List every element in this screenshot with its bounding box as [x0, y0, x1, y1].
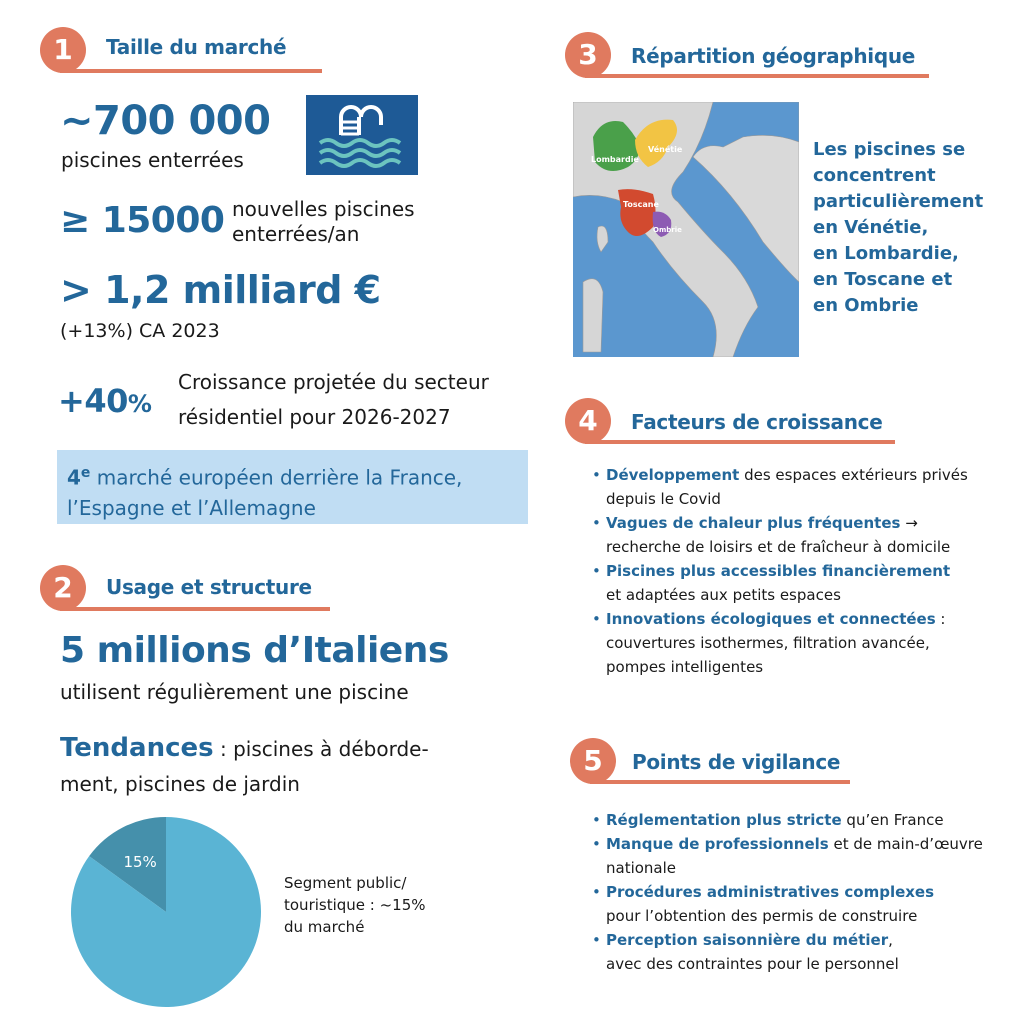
list-item-continuation: avec des contraintes pour le personnel — [606, 955, 899, 973]
pie-caption-2: touristique : ~15% — [284, 896, 426, 914]
section-number: 4 — [565, 398, 611, 444]
geo-text-line: particulièrement — [813, 191, 984, 212]
rank-number: 4 — [67, 465, 81, 490]
region-toscane — [618, 189, 656, 236]
geo-text-line: en Lombardie, — [813, 243, 959, 264]
list-item — [592, 559, 992, 607]
section-underline — [585, 440, 895, 444]
geo-text-line: en Toscane et — [813, 269, 953, 290]
list-item-continuation: pompes intelligentes — [606, 658, 764, 676]
list-item-highlight: Innovations écologiques et connectées — [606, 610, 936, 628]
growth-value — [58, 382, 151, 420]
list-item-continuation: pour l’obtention des permis de construire — [606, 907, 918, 925]
list-item-continuation: recherche de loisirs et de fraîcheur à domicile — [606, 538, 951, 556]
users-value: 5 millions d’Italiens — [60, 630, 449, 671]
rank-highlight-box — [57, 450, 528, 524]
growth-number: +40 — [58, 382, 128, 420]
label-venetie: Vénétie — [648, 145, 683, 154]
list-item — [592, 808, 992, 832]
section-underline — [60, 69, 322, 73]
section-number: 1 — [40, 27, 86, 73]
section-title: Points de vigilance — [632, 750, 841, 774]
revenue-label: (+13%) CA 2023 — [60, 320, 220, 342]
section-underline — [590, 780, 850, 784]
list-item-text: des espaces extérieurs privés — [739, 466, 968, 484]
list-item — [592, 880, 992, 928]
list-item-continuation: et adaptées aux petits espaces — [606, 586, 841, 604]
users-label: utilisent régulièrement une piscine — [60, 680, 409, 704]
geo-text-line: Les piscines se — [813, 139, 966, 160]
swimming-pool-icon — [306, 95, 418, 175]
trends-text-2: ment, piscines de jardin — [60, 772, 300, 796]
rank-line-1 — [67, 458, 518, 493]
list-item-continuation: couvertures isothermes, filtration avancée, — [606, 634, 930, 652]
market-pie-chart — [70, 816, 262, 1008]
list-item-highlight: Procédures administratives complexes — [606, 883, 935, 901]
growth-label-1: Croissance projetée du secteur — [178, 370, 489, 394]
trends-label: Tendances — [60, 733, 214, 763]
rank-superscript: e — [80, 465, 91, 481]
label-ombrie: Ombrie — [653, 226, 682, 234]
list-item-highlight: Perception saisonnière du métier — [606, 931, 889, 949]
growth-factors-list — [592, 463, 992, 679]
list-item — [592, 832, 992, 880]
pie-caption — [284, 872, 426, 938]
pie-caption-3: du marché — [284, 918, 365, 936]
vigilance-list — [592, 808, 992, 976]
revenue-value: > 1,2 milliard € — [60, 268, 381, 312]
section-underline — [60, 607, 330, 611]
italy-map — [573, 102, 799, 357]
pools-label: piscines enterrées — [61, 148, 244, 172]
section-title: Répartition géographique — [631, 44, 916, 68]
section-1-header — [40, 27, 310, 77]
list-item-text: : — [935, 610, 946, 628]
list-item-text: et de main-d’œuvre — [828, 835, 983, 853]
trends-line-1 — [60, 733, 429, 763]
new-pools-label-2: enterrées/an — [232, 222, 360, 246]
pie-slice-label: 15% — [123, 853, 157, 872]
section-5-header — [570, 738, 860, 788]
section-number: 2 — [40, 565, 86, 611]
list-item — [592, 511, 992, 559]
geo-description — [813, 137, 983, 319]
section-number: 3 — [565, 32, 611, 78]
growth-label-2: résidentiel pour 2026-2027 — [178, 405, 451, 429]
geo-text-line: concentrent — [813, 165, 936, 186]
list-item-highlight: Vagues de chaleur plus fréquentes — [606, 514, 901, 532]
list-item-text: qu’en France — [841, 811, 944, 829]
list-item-highlight: Réglementation plus stricte — [606, 811, 842, 829]
label-lombardie: Lombardie — [591, 155, 639, 164]
list-item-highlight: Manque de professionnels — [606, 835, 829, 853]
pools-count: ~700 000 — [60, 98, 271, 144]
trends-text-1: : piscines à déborde- — [213, 737, 429, 761]
section-title: Usage et structure — [106, 575, 312, 599]
section-2-header — [40, 565, 340, 615]
rank-text-1: marché européen derrière la France, — [90, 465, 463, 490]
label-toscane: Toscane — [623, 200, 659, 209]
section-4-header — [565, 398, 905, 448]
section-title: Facteurs de croissance — [631, 410, 883, 434]
section-title: Taille du marché — [106, 35, 287, 59]
list-item-text: , — [888, 931, 893, 949]
list-item-continuation: depuis le Covid — [606, 490, 721, 508]
list-item — [592, 607, 992, 679]
list-item — [592, 463, 992, 511]
section-number: 5 — [570, 738, 616, 784]
list-item-highlight: Développement — [606, 466, 740, 484]
new-pools-label-1: nouvelles piscines — [232, 197, 415, 221]
pie-caption-1: Segment public/ — [284, 874, 407, 892]
list-item-highlight: Piscines plus accessibles financièrement — [606, 562, 951, 580]
new-pools-count: ≥ 15000 — [60, 200, 225, 241]
geo-text-line: en Ombrie — [813, 295, 919, 316]
geo-text-line: en Vénétie, — [813, 217, 929, 238]
list-item-text: → — [900, 514, 918, 532]
list-item-continuation: nationale — [606, 859, 677, 877]
list-item — [592, 928, 992, 976]
rank-text-2: l’Espagne et l’Allemagne — [67, 495, 316, 520]
section-underline — [585, 74, 929, 78]
growth-unit: % — [127, 390, 152, 418]
section-3-header — [565, 32, 935, 82]
